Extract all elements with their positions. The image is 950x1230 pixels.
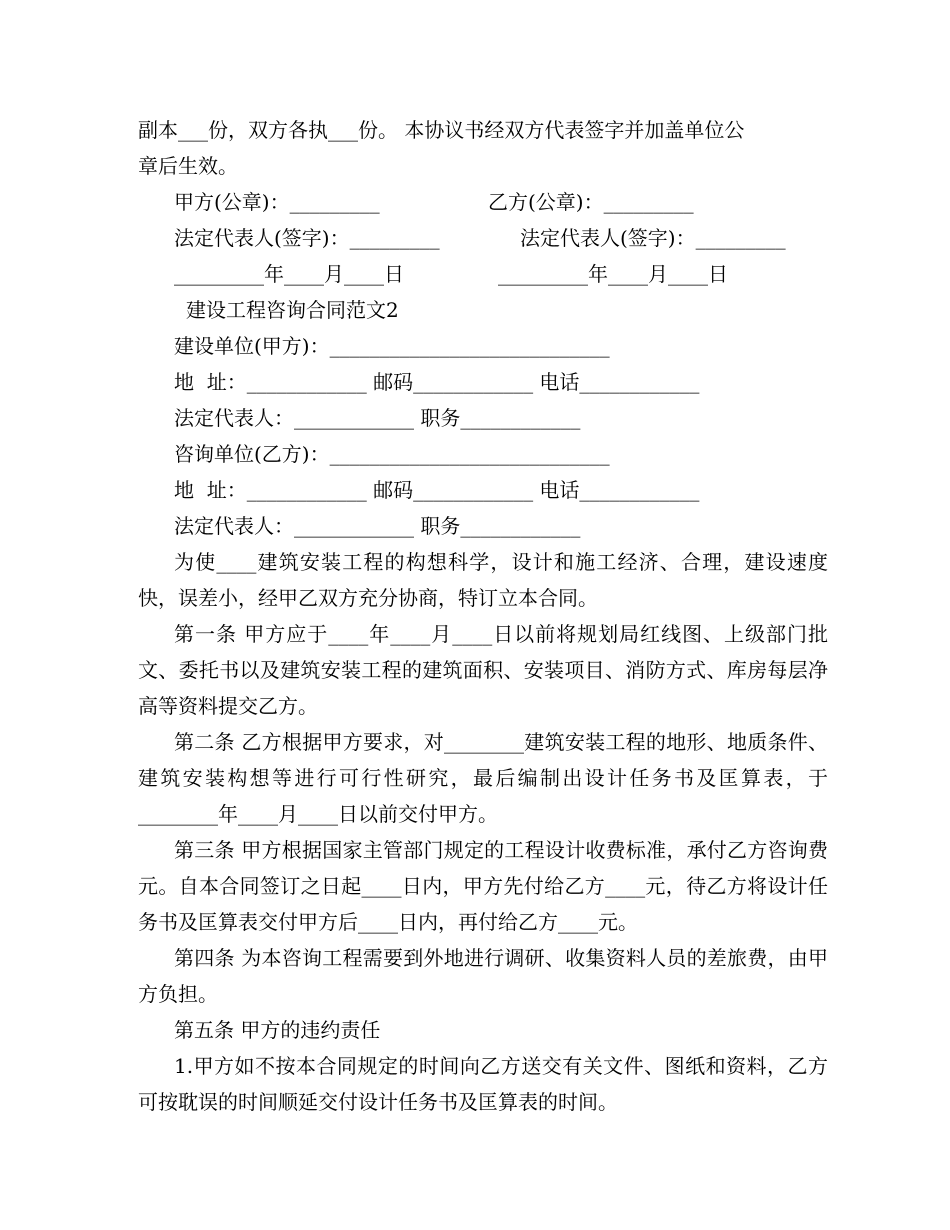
paragraph: 1.甲方如不按本合同规定的时间向乙方送交有关文件、图纸和资料，乙方可按耽误的时间顺延交付设计任务书及匡算表的时间。 [138,1054,828,1114]
consult-address-line: 地 址：____________ 邮码____________ 电话____________ [174,478,700,502]
paragraph: 第二条 乙方根据甲方要求，对________建筑安装工程的地形、地质条件、建筑安装构想等进行可行性研究，最后编制出设计任务书及匡算表，于________年____月____日以前交付甲方。 [138,730,828,826]
paragraph: 第三条 甲方根据国家主管部门规定的工程设计收费标准，承付乙方咨询费 元。自本合同签订之日起____日内，甲方先付给乙方____元，待乙方将设计任务书及匡算表交付甲方后____日内，再付给乙方____元。 [138,838,828,934]
contract-body [138,544,828,1120]
party-a-date-line: _________年____月____日 [174,262,404,286]
text-line: 章后生效。 [138,154,238,178]
paragraph: 第五条 甲方的违约责任 [174,1018,381,1042]
paragraph: 第四条 为本咨询工程需要到外地进行调研、收集资料人员的差旅费，由甲方负担。 [138,946,828,1006]
text-line: 副本___份，双方各执___份。 本协议书经双方代表签字并加盖单位公 [138,118,745,142]
paragraph: 为使____建筑安装工程的构想科学，设计和施工经济、合理，建设速度快，误差小，经甲乙双方充分协商，特订立本合同。 [138,550,828,610]
document-title: 建设工程咨询合同范文2 [186,298,399,322]
party-b-date-line: _________年____月____日 [498,262,728,286]
party-b-rep-line: 法定代表人(签字)：_________ [520,226,786,250]
build-rep-line: 法定代表人：____________ 职务____________ [174,406,581,430]
consult-rep-line: 法定代表人：____________ 职务____________ [174,514,581,538]
party-b-seal-line: 乙方(公章)：_________ [488,190,694,214]
paragraph: 第一条 甲方应于____年____月____日以前将规划局红线图、上级部门批文、委托书以及建筑安装工程的建筑面积、安装项目、消防方式、库房每层净高等资料提交乙方。 [138,622,828,718]
build-unit-line: 建设单位(甲方)：____________________________ [174,334,610,358]
consult-unit-line: 咨询单位(乙方)：____________________________ [174,442,610,466]
party-a-seal-line: 甲方(公章)：_________ [174,190,380,214]
build-address-line: 地 址：____________ 邮码____________ 电话____________ [174,370,700,394]
party-a-rep-line: 法定代表人(签字)：_________ [174,226,440,250]
